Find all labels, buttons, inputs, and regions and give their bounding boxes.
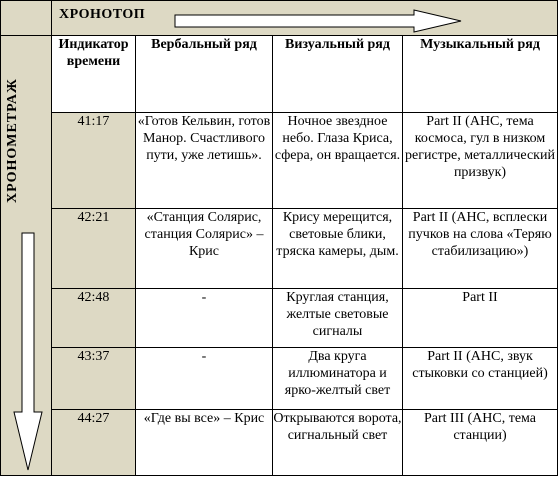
time-cell: 41:17: [52, 113, 136, 209]
verbal-cell: «Готов Кельвин, готов Манор. Счастливого пути, уже летишь».: [136, 113, 273, 209]
col-header-music: Музыкальный ряд: [403, 36, 558, 113]
col-header-visual: Визуальный ряд: [273, 36, 403, 113]
time-cell: 43:37: [52, 348, 136, 410]
table-row: [1, 410, 558, 476]
verbal-cell: -: [136, 289, 273, 348]
down-arrow-icon: [13, 232, 43, 472]
music-cell: Part II (АНС, всплески пучков на слова «Теряю стабилизацию»): [403, 209, 558, 289]
music-cell: Part III (АНС, тема станции): [403, 410, 558, 476]
visual-cell: Ночное звездное небо. Глаза Криса, сфера, он вращается.: [273, 113, 403, 209]
music-cell: Part II (АНС, тема космоса, гул в низком регистре, металлический призвук): [403, 113, 558, 209]
corner-cell: [1, 1, 52, 36]
chronotope-header: [52, 1, 558, 36]
table-row: [1, 289, 558, 348]
verbal-cell: «Где вы все» – Крис: [136, 410, 273, 476]
time-cell: 42:48: [52, 289, 136, 348]
music-cell: Part II (АНС, звук стыковки со станцией): [403, 348, 558, 410]
col-header-verbal: Вербальный ряд: [136, 36, 273, 113]
table-row: [1, 348, 558, 410]
visual-cell: Крису мерещится, световые блики, тряска камеры, дым.: [273, 209, 403, 289]
visual-cell: Открываются ворота, сигнальный свет: [273, 410, 403, 476]
right-arrow-icon: [174, 9, 464, 33]
chronotope-title: ХРОНОТОП: [59, 7, 146, 22]
chronometrage-title: ХРОНОМЕТРАЖ: [5, 78, 20, 204]
verbal-cell: -: [136, 348, 273, 410]
time-cell: 44:27: [52, 410, 136, 476]
music-cell: Part II: [403, 289, 558, 348]
chronometrage-column: [1, 36, 52, 476]
table-row: [1, 113, 558, 209]
visual-cell: Два круга иллюминатора и ярко-желтый свет: [273, 348, 403, 410]
col-header-time: Индикатор времени: [52, 36, 136, 113]
time-cell: 42:21: [52, 209, 136, 289]
table-row: [1, 209, 558, 289]
visual-cell: Круглая станция, желтые световые сигналы: [273, 289, 403, 348]
verbal-cell: «Станция Солярис, станция Солярис» – Крис: [136, 209, 273, 289]
